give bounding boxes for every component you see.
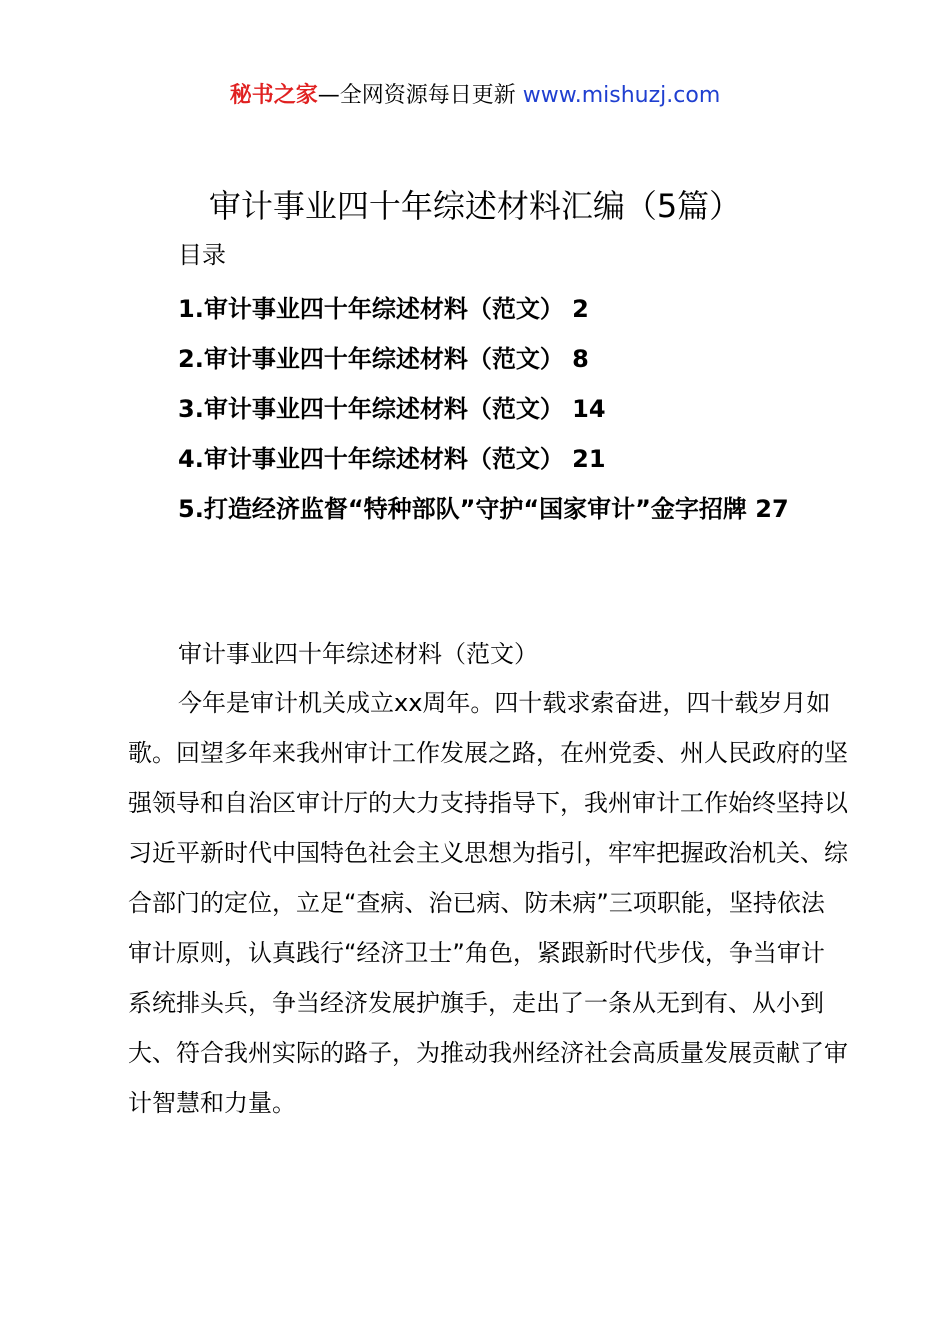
toc-item-2[interactable]: 2.审计事业四十年综述材料（范文） 8 bbox=[178, 345, 589, 373]
document-title: 审计事业四十年综述材料汇编（5篇） bbox=[208, 187, 742, 225]
toc-item-4[interactable]: 4.审计事业四十年综述材料（范文） 21 bbox=[178, 445, 606, 473]
toc-label: 目录 bbox=[178, 241, 226, 269]
brand-name: 秘书之家 bbox=[229, 83, 318, 108]
header-slogan: —全网资源每日更新 bbox=[317, 83, 516, 108]
toc-item-5[interactable]: 5.打造经济监督“特种部队”守护“国家审计”金字招牌 27 bbox=[178, 495, 789, 523]
section-title: 审计事业四十年综述材料（范文） bbox=[178, 640, 538, 668]
table-of-contents bbox=[128, 284, 848, 534]
body-paragraph: 今年是审计机关成立xx周年。四十载求索奋进，四十载岁月如歌。回望多年来我州审计工作发展之路，在州党委、州人民政府的坚强领导和自治区审计厅的大力支持指导下，我州审计工作始终坚持以习近平新时代中国特色社会主义思想为指引，牢牢把握政治机关、综合部门的定位，立足“查病、治已病、防未病”三项职能，坚持依法审计原则，认真践行“经济卫士”角色，紧跟新时代步伐，争当审计系统排头兵，争当经济发展护旗手，走出了一条从无到有、从小到大、符合我州实际的路子，为推动我州经济社会高质量发展贡献了审计智慧和力量。 bbox=[128, 689, 848, 1117]
site-url-link[interactable]: www.mishuzj.com bbox=[522, 83, 721, 108]
toc-item-1[interactable]: 1.审计事业四十年综述材料（范文） 2 bbox=[178, 295, 589, 323]
site-header bbox=[0, 80, 950, 112]
toc-item-3[interactable]: 3.审计事业四十年综述材料（范文） 14 bbox=[178, 395, 606, 423]
